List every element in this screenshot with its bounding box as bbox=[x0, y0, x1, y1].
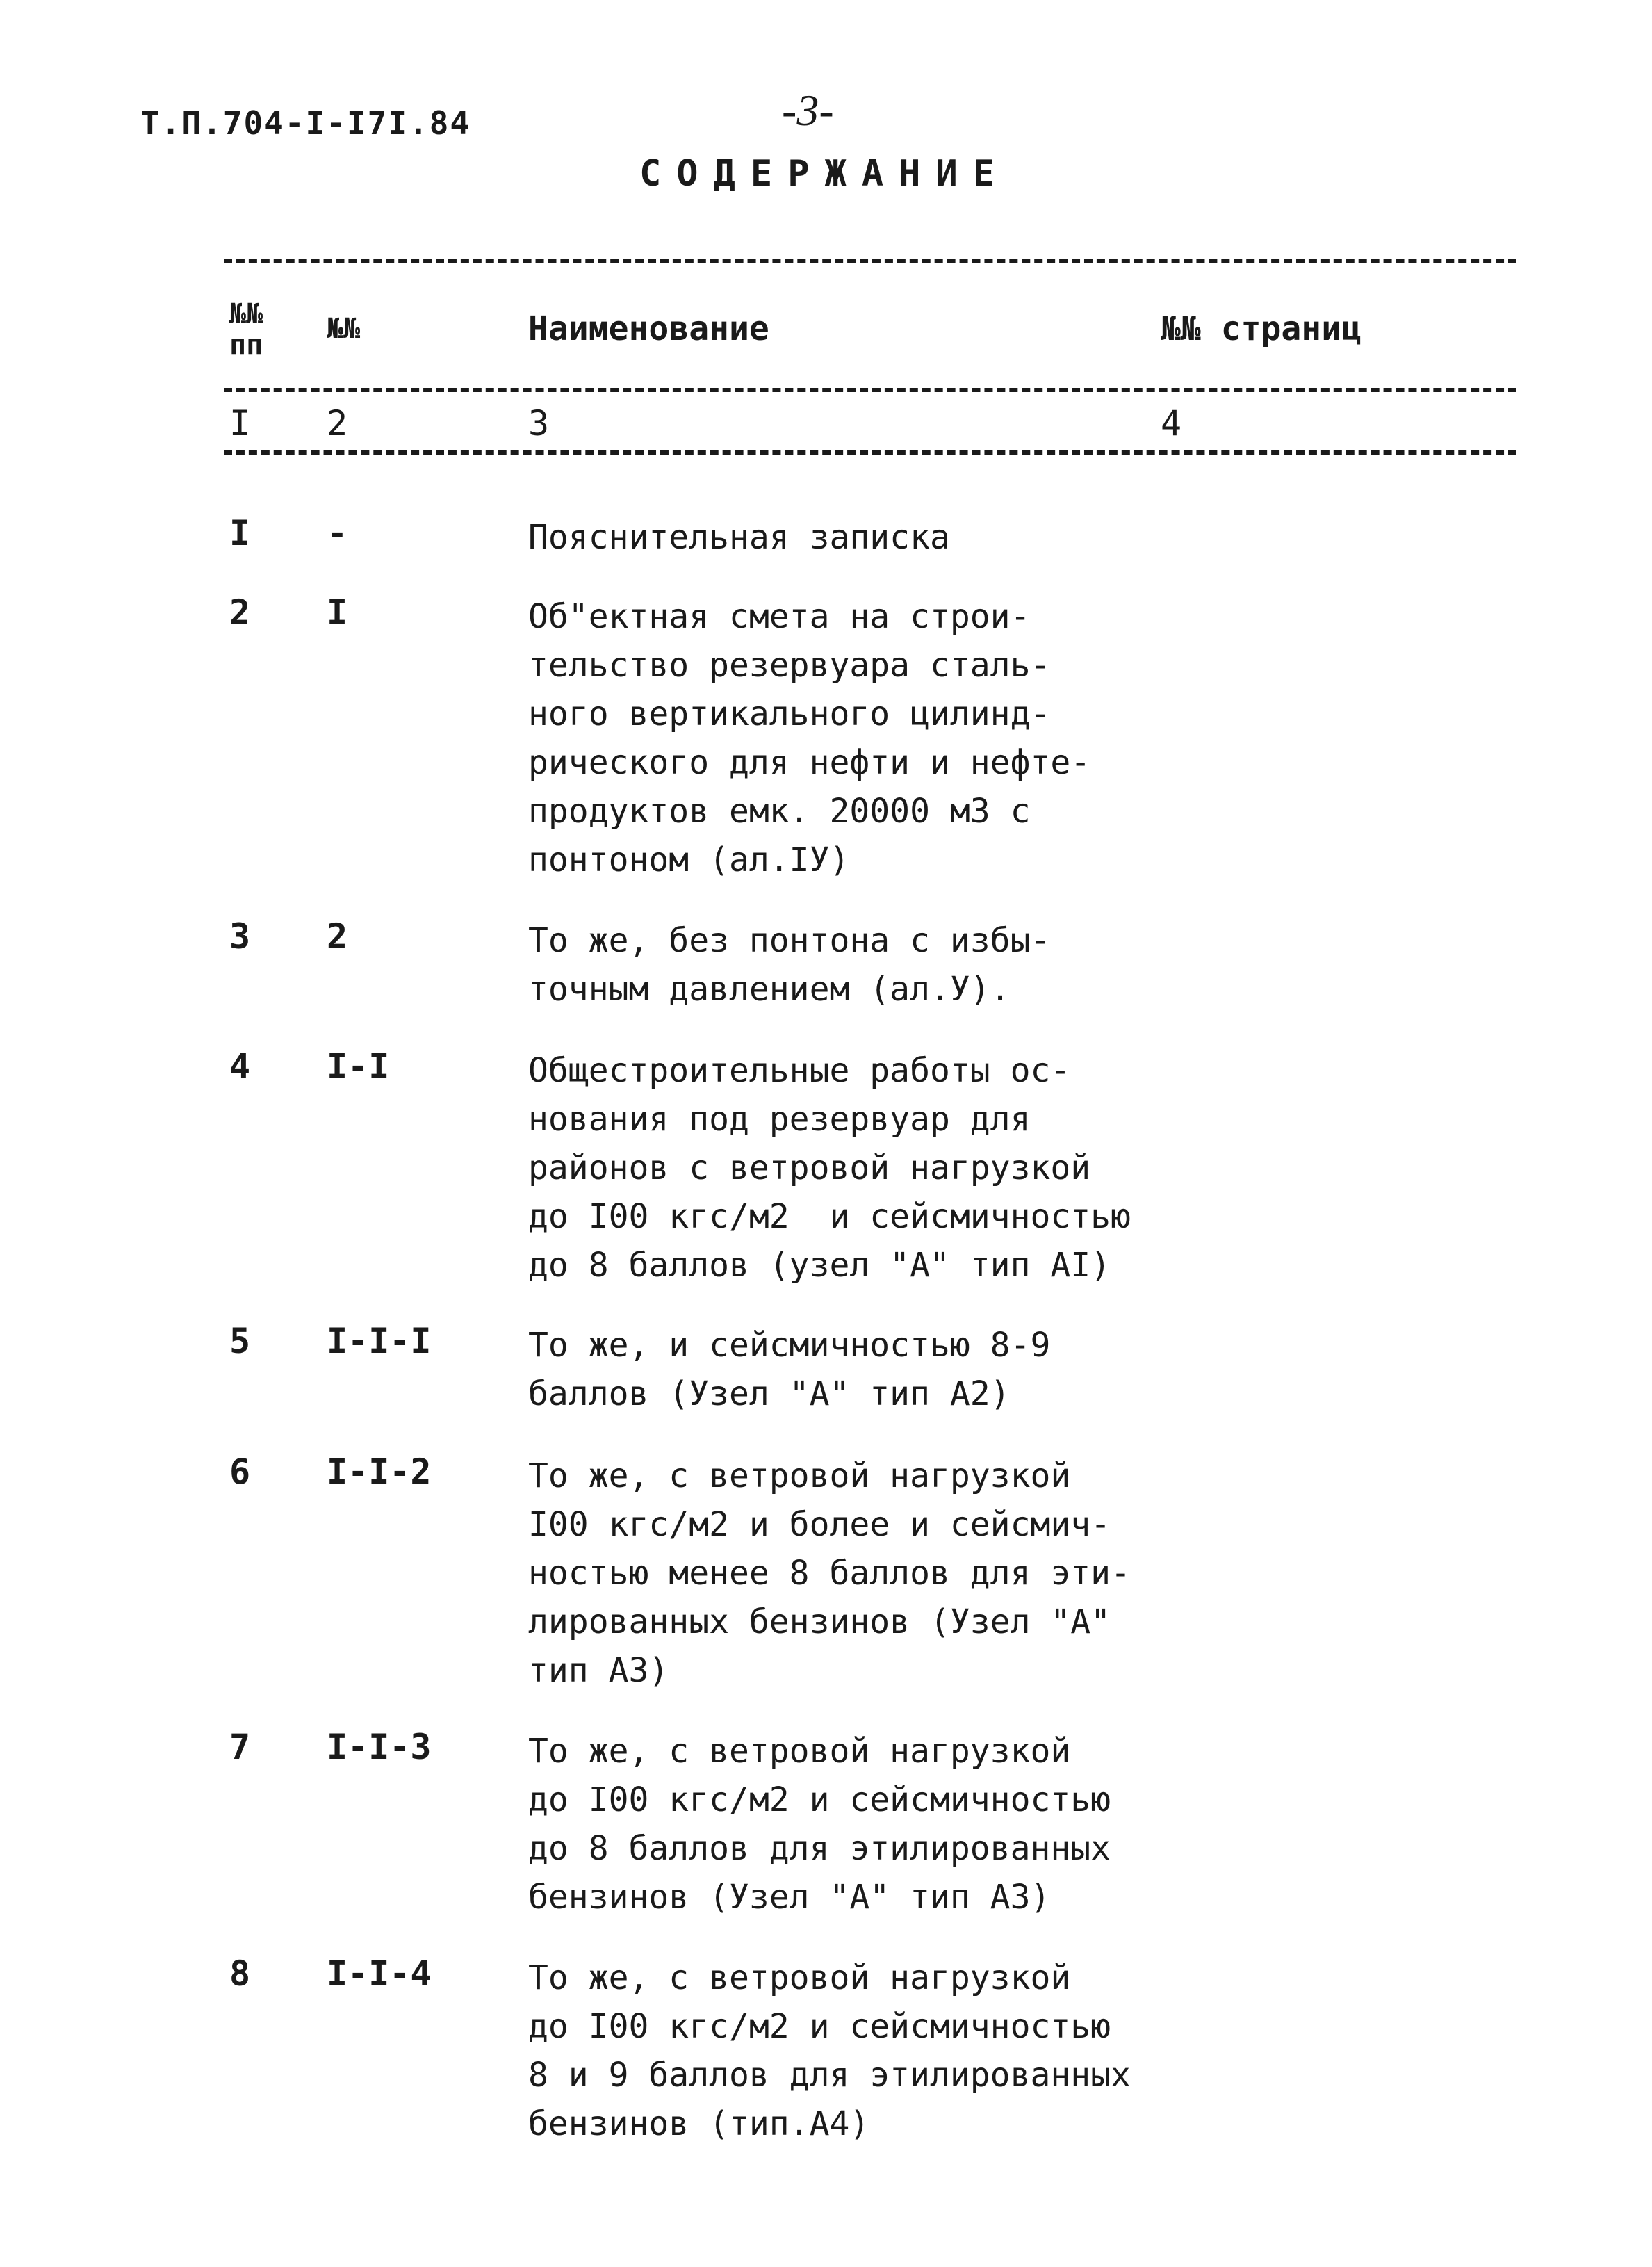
column-number-2: 2 bbox=[327, 403, 348, 444]
column-number-1: I bbox=[229, 403, 251, 444]
row-code: - bbox=[327, 513, 348, 553]
row-code: I-I-4 bbox=[327, 1953, 432, 1994]
page-number: -3- bbox=[782, 86, 834, 135]
table-top-rule bbox=[224, 259, 1516, 263]
column-header-number: №№ пп bbox=[229, 298, 263, 361]
row-number: 6 bbox=[229, 1452, 251, 1492]
row-number: 7 bbox=[229, 1727, 251, 1767]
column-number-4: 4 bbox=[1161, 403, 1182, 444]
column-header-pages: №№ страниц bbox=[1161, 309, 1361, 348]
row-number: 3 bbox=[229, 916, 251, 957]
document-code: Т.П.704-I-I7I.84 bbox=[140, 104, 471, 142]
row-code: I-I-2 bbox=[327, 1452, 432, 1492]
row-description: То же, без понтона с избы- точным давлением (ал.У). bbox=[528, 921, 1051, 1009]
row-number: 8 bbox=[229, 1953, 251, 1994]
column-number-rule bbox=[224, 450, 1516, 455]
row-description: Общестроительные работы ос- нования под резервуар для районов с ветровой нагрузкой до I00 кгс/м2 и сейсмичностью до 8 баллов (узел "А" тип АI) bbox=[528, 1051, 1131, 1285]
column-header-code: №№ bbox=[327, 313, 361, 345]
row-code: I-I-3 bbox=[327, 1727, 432, 1767]
row-code: I-I-I bbox=[327, 1321, 432, 1361]
page-title: СОДЕРЖАНИЕ bbox=[639, 153, 1011, 195]
header-rule bbox=[224, 388, 1516, 392]
row-number: I bbox=[229, 513, 251, 553]
row-number: 2 bbox=[229, 592, 251, 633]
row-description: То же, с ветровой нагрузкой до I00 кгс/м2 и сейсмичностью 8 и 9 баллов для этилированных бензинов (тип.А4) bbox=[528, 1958, 1131, 2143]
row-code: I bbox=[327, 592, 348, 633]
row-code: I-I bbox=[327, 1046, 390, 1087]
column-header-name: Наименование bbox=[528, 309, 769, 348]
row-description: Пояснительная записка bbox=[528, 518, 950, 557]
row-description: Об"ектная смета на строи- тельство резервуара сталь- ного вертикального цилинд- рического для нефти и нефте- продуктов емк. 20000 м3 с понтоном (ал.IУ) bbox=[528, 597, 1091, 879]
row-code: 2 bbox=[327, 916, 348, 957]
column-number-3: 3 bbox=[528, 403, 550, 444]
row-description: То же, с ветровой нагрузкой I00 кгс/м2 и более и сейсмич- ностью менее 8 баллов для эти- лированных бензинов (Узел "А" тип А3) bbox=[528, 1456, 1131, 1690]
row-description: То же, и сейсмичностью 8-9 баллов (Узел "А" тип А2) bbox=[528, 1326, 1051, 1413]
row-number: 5 bbox=[229, 1321, 251, 1361]
row-number: 4 bbox=[229, 1046, 251, 1087]
row-description: То же, с ветровой нагрузкой до I00 кгс/м2 и сейсмичностью до 8 баллов для этилированных бензинов (Узел "А" тип А3) bbox=[528, 1732, 1111, 1917]
